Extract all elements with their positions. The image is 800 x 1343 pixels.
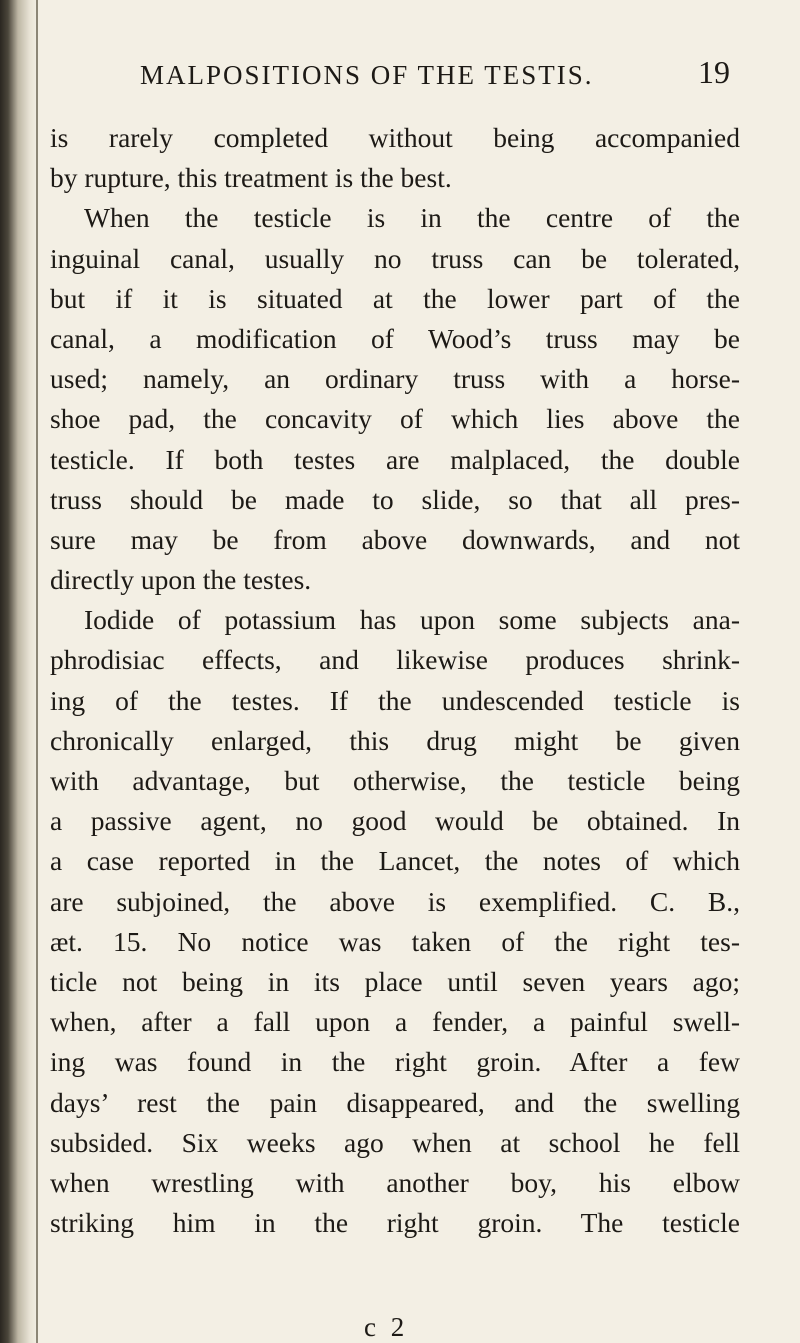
text-line: æt. 15. No notice was taken of the right tes- <box>50 925 740 957</box>
signature-mark: c 2 <box>364 1312 409 1342</box>
text-line: testicle. If both testes are malplaced, the double <box>50 443 740 475</box>
page-number: 19 <box>698 54 730 90</box>
page-edge-line <box>36 0 38 1343</box>
text-line: subsided. Six weeks ago when at school he fell <box>50 1126 740 1158</box>
text-line: ing of the testes. If the undescended testicle is <box>50 684 740 716</box>
text-line: is rarely completed without being accompanied <box>50 122 740 153</box>
text-line: but if it is situated at the lower part of the <box>50 282 740 314</box>
text-line: directly upon the testes. <box>50 564 312 596</box>
text-line: truss should be made to slide, so that all pres- <box>50 483 740 515</box>
text-line: with advantage, but otherwise, the testicle being <box>50 765 740 796</box>
text-line: are subjoined, the above is exemplified. C. B., <box>50 885 740 917</box>
text-line: canal, a modification of Wood’s truss may be <box>50 322 740 354</box>
text-line: inguinal canal, usually no truss can be tolerated, <box>50 242 740 274</box>
text-line: phrodisiac effects, and likewise produces shrink- <box>50 644 740 676</box>
text-line: when, after a fall upon a fender, a painful swell- <box>50 1006 740 1038</box>
body-text <box>50 118 740 1243</box>
text-line: striking him in the right groin. The testicle <box>50 1207 740 1239</box>
text-line: Iodide of potassium has upon some subjects ana- <box>84 604 740 636</box>
text-line: a case reported in the Lancet, the notes of which <box>50 845 740 877</box>
text-line: chronically enlarged, this drug might be given <box>50 724 740 756</box>
page-header <box>140 54 730 94</box>
text-line: When the testicle is in the centre of the <box>84 202 740 234</box>
running-title: MALPOSITIONS OF THE TESTIS. <box>140 60 594 90</box>
text-line: shoe pad, the concavity of which lies above the <box>50 403 740 435</box>
text-line: days’ rest the pain disappeared, and the swelling <box>50 1086 740 1118</box>
text-line: sure may be from above downwards, and not <box>50 523 740 555</box>
text-line: ing was found in the right groin. After a few <box>50 1046 740 1078</box>
text-line: used; namely, an ordinary truss with a horse- <box>50 363 740 395</box>
text-line: when wrestling with another boy, his elbow <box>50 1166 740 1198</box>
text-line: by rupture, this treatment is the best. <box>50 162 452 194</box>
book-gutter <box>0 0 38 1343</box>
text-line: a passive agent, no good would be obtained. In <box>50 805 740 837</box>
text-line: ticle not being in its place until seven years ago; <box>50 965 740 997</box>
